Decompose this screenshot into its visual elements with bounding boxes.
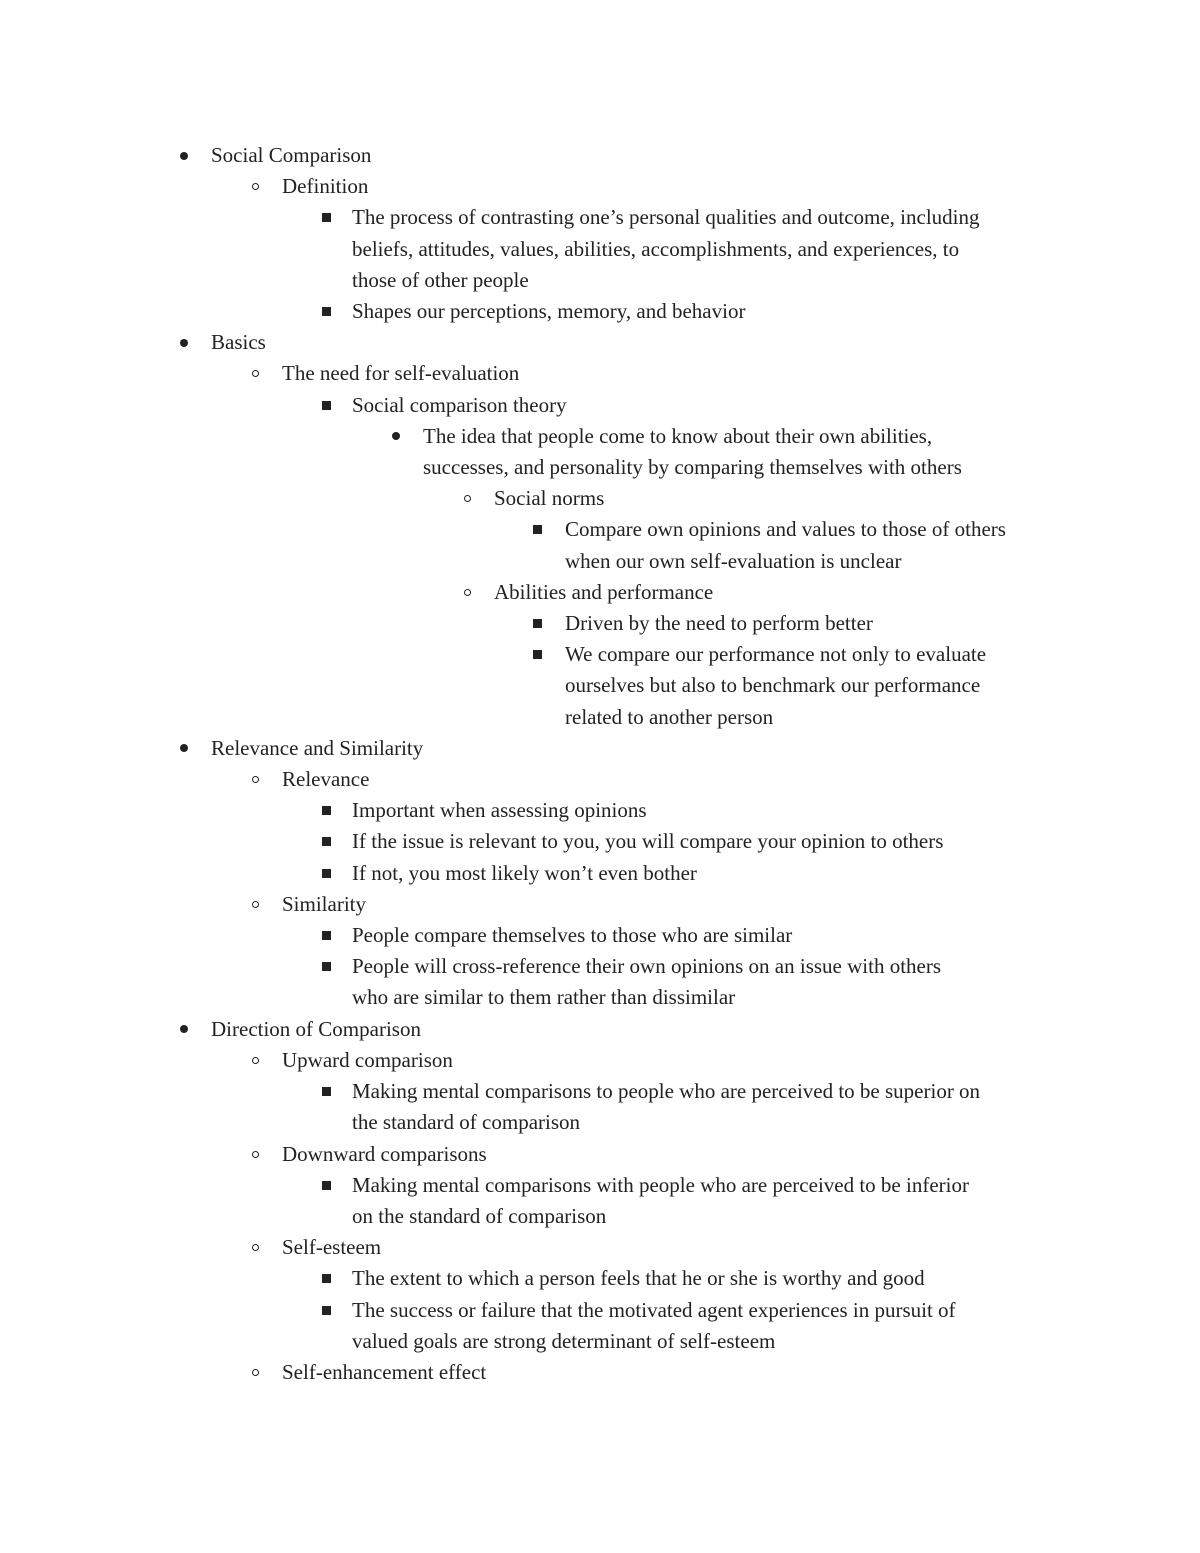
outline-item-text: Social norms <box>494 486 605 511</box>
hollow-circle-bullet-icon <box>245 764 265 795</box>
square-bullet-icon <box>316 1263 336 1294</box>
outline-item-text-line: The process of contrasting one’s personal qualities and outcome, including <box>352 205 980 230</box>
outline-item-text: Self-esteem <box>282 1235 382 1260</box>
square-bullet-icon <box>527 639 547 670</box>
outline-item-text: The need for self-evaluation <box>282 361 520 386</box>
outline-item-text: Downward comparisons <box>282 1141 487 1166</box>
outline-item-level-1 <box>0 171 1200 202</box>
hollow-circle-bullet-icon <box>245 358 265 389</box>
outline-item-level-2 <box>0 920 1200 951</box>
square-bullet-icon <box>316 390 336 421</box>
square-bullet-icon <box>316 795 336 826</box>
outline-item-text-line: related to another person <box>565 704 774 729</box>
filled-circle-bullet-icon <box>174 1014 194 1045</box>
outline-item-text: Similarity <box>282 891 366 916</box>
outline-item-level-2 <box>0 826 1200 857</box>
outline-item-level-2 <box>0 1263 1200 1294</box>
square-bullet-icon <box>316 858 336 889</box>
hollow-circle-bullet-icon <box>245 889 265 920</box>
outline-item-text-line: when our own self-evaluation is unclear <box>565 548 902 573</box>
outline-item-level-4 <box>0 483 1200 514</box>
square-bullet-icon <box>316 202 336 233</box>
outline-item-text: Basics <box>211 330 266 355</box>
outline-item-text: Relevance <box>282 767 370 792</box>
outline-item-text-line: who are similar to them rather than dissimilar <box>352 985 736 1010</box>
outline-item-text-line: The success or failure that the motivated agent experiences in pursuit of <box>352 1297 956 1322</box>
outline-item-level-2 <box>0 858 1200 889</box>
outline-item-level-3 <box>0 421 1200 483</box>
hollow-circle-bullet-icon <box>245 1045 265 1076</box>
outline-item-text: Direction of Comparison <box>211 1016 421 1041</box>
outline-item-level-1 <box>0 1357 1200 1388</box>
outline-item-level-4 <box>0 577 1200 608</box>
filled-circle-bullet-icon <box>174 140 194 171</box>
outline-item-level-1 <box>0 358 1200 389</box>
outline-item-text-line: on the standard of comparison <box>352 1203 607 1228</box>
outline-item-text: Social comparison theory <box>352 392 567 417</box>
outline-item-text-line: The idea that people come to know about their own abilities, <box>423 423 933 448</box>
outline-item-text: If the issue is relevant to you, you will compare your opinion to others <box>352 829 944 854</box>
outline-item-text-line: Making mental comparisons to people who are perceived to be superior on <box>352 1079 981 1104</box>
outline-item-level-2 <box>0 1170 1200 1232</box>
hollow-circle-bullet-icon <box>245 1357 265 1388</box>
outline-item-level-5 <box>0 639 1200 733</box>
outline-item-level-2 <box>0 390 1200 421</box>
filled-circle-bullet-icon <box>174 733 194 764</box>
outline-item-text-line: beliefs, attitudes, values, abilities, accomplishments, and experiences, to <box>352 236 960 261</box>
square-bullet-icon <box>527 514 547 545</box>
square-bullet-icon <box>316 826 336 857</box>
outline-item-text-line: successes, and personality by comparing themselves with others <box>423 455 962 480</box>
outline-item-text: Important when assessing opinions <box>352 798 647 823</box>
square-bullet-icon <box>316 296 336 327</box>
outline-item-text: Relevance and Similarity <box>211 735 424 760</box>
outline-item-text: Abilities and performance <box>494 579 714 604</box>
hollow-circle-bullet-icon <box>245 171 265 202</box>
outline-item-level-1 <box>0 1045 1200 1076</box>
square-bullet-icon <box>316 1295 336 1326</box>
square-bullet-icon <box>527 608 547 639</box>
square-bullet-icon <box>316 1170 336 1201</box>
outline-item-level-2 <box>0 1295 1200 1357</box>
outline-item-text: Self-enhancement effect <box>282 1359 487 1384</box>
outline-item-level-1 <box>0 764 1200 795</box>
outline-item-level-0 <box>0 140 1200 171</box>
outline-item-text-line: We compare our performance not only to evaluate <box>565 642 987 667</box>
outline-item-text: People compare themselves to those who are similar <box>352 923 793 948</box>
outline-item-level-2 <box>0 795 1200 826</box>
square-bullet-icon <box>316 951 336 982</box>
outline-item-level-2 <box>0 202 1200 296</box>
filled-circle-bullet-icon <box>174 327 194 358</box>
outline-item-text-line: Making mental comparisons with people who are perceived to be inferior <box>352 1172 969 1197</box>
square-bullet-icon <box>316 920 336 951</box>
outline-item-text: Upward comparison <box>282 1047 453 1072</box>
outline-item-level-2 <box>0 296 1200 327</box>
hollow-circle-bullet-icon <box>245 1232 265 1263</box>
hollow-circle-bullet-icon <box>457 577 477 608</box>
hollow-circle-bullet-icon <box>245 1139 265 1170</box>
outline-item-level-5 <box>0 608 1200 639</box>
outline-item-level-1 <box>0 1232 1200 1263</box>
outline-item-text: Social Comparison <box>211 143 372 167</box>
hollow-circle-bullet-icon <box>457 483 477 514</box>
outline-item-text-line: ourselves but also to benchmark our performance <box>565 673 981 698</box>
outline-item-text: The extent to which a person feels that he or she is worthy and good <box>352 1266 925 1291</box>
outline-item-text-line: Compare own opinions and values to those of others <box>565 517 1006 542</box>
outline-item-text: Shapes our perceptions, memory, and behavior <box>352 299 746 324</box>
outline-item-text: Driven by the need to perform better <box>565 611 873 636</box>
outline-item-text-line: those of other people <box>352 267 529 292</box>
outline-item-level-0 <box>0 327 1200 358</box>
outline-item-level-2 <box>0 1076 1200 1138</box>
outline-item-level-0 <box>0 733 1200 764</box>
outline-item-level-2 <box>0 951 1200 1013</box>
filled-circle-bullet-icon <box>386 421 406 452</box>
square-bullet-icon <box>316 1076 336 1107</box>
outline-item-text: Definition <box>282 174 369 199</box>
outline-item-text-line: People will cross-reference their own opinions on an issue with others <box>352 954 942 979</box>
outline-item-level-5 <box>0 514 1200 576</box>
outline-item-level-0 <box>0 1014 1200 1045</box>
outline-item-level-1 <box>0 1139 1200 1170</box>
outline-item-text: If not, you most likely won’t even bother <box>352 860 697 885</box>
outline-item-text-line: the standard of comparison <box>352 1110 581 1135</box>
outline-item-level-1 <box>0 889 1200 920</box>
bulleted-outline <box>0 140 1200 1388</box>
outline-item-text-line: valued goals are strong determinant of self-esteem <box>352 1328 776 1353</box>
